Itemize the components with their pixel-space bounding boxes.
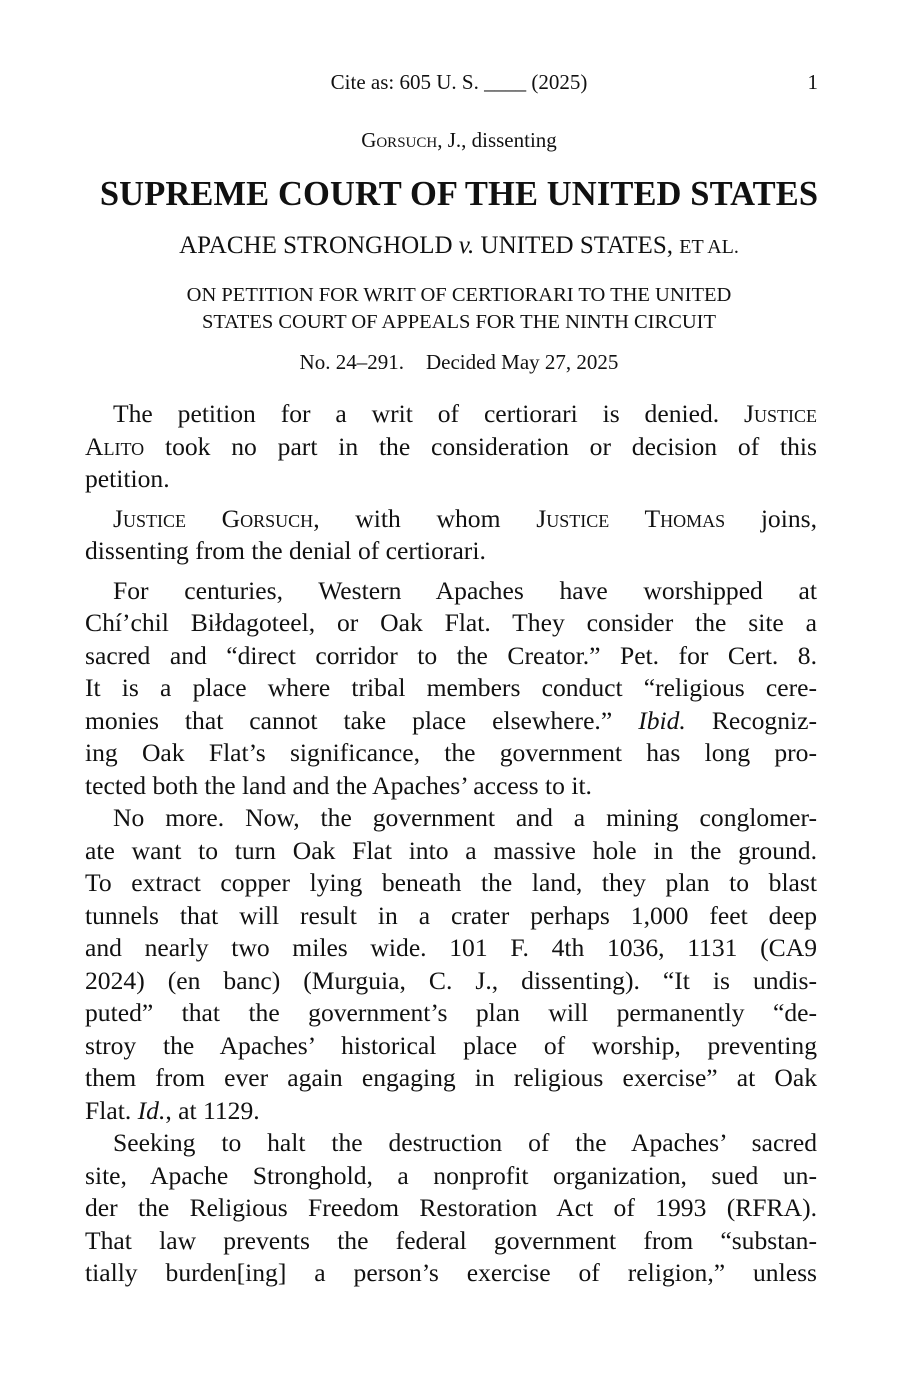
text-line bbox=[85, 398, 817, 431]
text-segment: joins, bbox=[725, 503, 817, 533]
text-segment: The petition for a writ of certiorari is denied. bbox=[113, 399, 745, 428]
cite-as-text: Cite as: 605 U. S. ____ (2025) bbox=[330, 70, 588, 94]
paragraph bbox=[85, 398, 817, 496]
paragraph bbox=[85, 575, 817, 803]
paragraph bbox=[85, 1127, 817, 1290]
text-line bbox=[85, 705, 817, 738]
party-petitioner: APACHE STRONGHOLD bbox=[179, 232, 459, 259]
docket-number: No. 24–291. bbox=[299, 350, 404, 374]
text-segment: , with whom bbox=[313, 503, 537, 533]
text-line: That law prevents the federal government from “substan- bbox=[85, 1225, 817, 1255]
text-line: For centuries, Western Apaches have worshipped at bbox=[113, 575, 817, 605]
text-line: and nearly two miles wide. 101 F. 4th 1036, 1131 (CA9 bbox=[85, 933, 817, 962]
text-line: puted” that the government’s plan will permanently “de- bbox=[85, 998, 817, 1027]
text-line: dissenting from the denial of certiorari. bbox=[85, 536, 486, 565]
citation-ibid: Ibid. bbox=[638, 705, 686, 735]
versus: v. bbox=[458, 232, 475, 259]
party-respondent: UNITED STATES, bbox=[474, 232, 680, 259]
text-line: sacred and “direct corridor to the Creator.” Pet. for Cert. 8. bbox=[85, 640, 817, 670]
text-line: stroy the Apaches’ historical place of worship, preventing bbox=[85, 1030, 817, 1060]
text-segment: , at 1129. bbox=[165, 1095, 260, 1125]
citation-id: Id. bbox=[137, 1095, 166, 1125]
author-name: Gorsuch bbox=[361, 128, 438, 152]
text-line: 2024) (en banc) (Murguia, C. J., dissenting). “It is undis- bbox=[85, 965, 817, 995]
justice-name: Justice Gorsuch bbox=[113, 503, 314, 533]
text-line: tected both the land and the Apaches’ access to it. bbox=[85, 770, 592, 800]
opinion-body bbox=[85, 398, 817, 1290]
text-line: tunnels that will result in a crater perhaps 1,000 feet deep bbox=[85, 900, 817, 930]
text-line bbox=[85, 1095, 817, 1128]
citation-header bbox=[0, 68, 918, 96]
text-line: ate want to turn Oak Flat into a massive hole in the ground. bbox=[85, 835, 817, 865]
decision-date: Decided May 27, 2025 bbox=[425, 350, 619, 374]
court-title: SUPREME COURT OF THE UNITED STATES bbox=[99, 175, 819, 213]
et-al: ET AL. bbox=[679, 236, 739, 258]
paragraph bbox=[85, 802, 817, 1127]
text-line bbox=[85, 503, 817, 536]
page-number: 1 bbox=[807, 70, 818, 94]
text-line: To extract copper lying beneath the land, they plan to blast bbox=[85, 868, 817, 897]
petition-line-2: STATES COURT OF APPEALS FOR THE NINTH CIRCUIT bbox=[201, 311, 717, 333]
author-suffix: , J., dissenting bbox=[437, 128, 557, 152]
text-line: site, Apache Stronghold, a nonprofit organization, sued un- bbox=[85, 1160, 817, 1190]
case-caption bbox=[0, 229, 918, 264]
text-line: der the Religious Freedom Restoration Act of 1993 (RFRA). bbox=[85, 1193, 817, 1222]
justice-name: Justice bbox=[744, 399, 817, 428]
text-line: It is a place where tribal members conduct “religious cere- bbox=[85, 673, 817, 702]
text-line: tially burden[ing] a person’s exercise of religion,” unless bbox=[85, 1258, 817, 1287]
docket-line bbox=[0, 348, 918, 376]
text-line: No more. Now, the government and a mining conglomer- bbox=[113, 803, 817, 832]
paragraph bbox=[85, 503, 817, 568]
justice-name: Justice Thomas bbox=[536, 503, 726, 533]
text-line: them from ever again engaging in religious exercise” at Oak bbox=[85, 1063, 817, 1092]
opinion-author-line bbox=[0, 126, 918, 154]
text-line: Chí’chil Biłdagoteel, or Oak Flat. They consider the site a bbox=[85, 608, 817, 637]
text-line: petition. bbox=[85, 464, 170, 493]
text-line: Seeking to halt the destruction of the Apaches’ sacred bbox=[113, 1128, 817, 1157]
text-line bbox=[85, 431, 817, 464]
text-segment: monies that cannot take place elsewhere.” bbox=[85, 705, 639, 735]
text-segment: took no part in the consideration or decision of this bbox=[144, 431, 817, 461]
petition-description bbox=[0, 282, 918, 336]
petition-line-1: ON PETITION FOR WRIT OF CERTIORARI TO THE UNITED bbox=[186, 284, 732, 306]
justice-name: Alito bbox=[85, 431, 145, 461]
text-segment: Recogniz- bbox=[685, 705, 817, 735]
text-segment: Flat. bbox=[85, 1095, 138, 1125]
text-line: ing Oak Flat’s significance, the government has long pro- bbox=[85, 738, 817, 767]
